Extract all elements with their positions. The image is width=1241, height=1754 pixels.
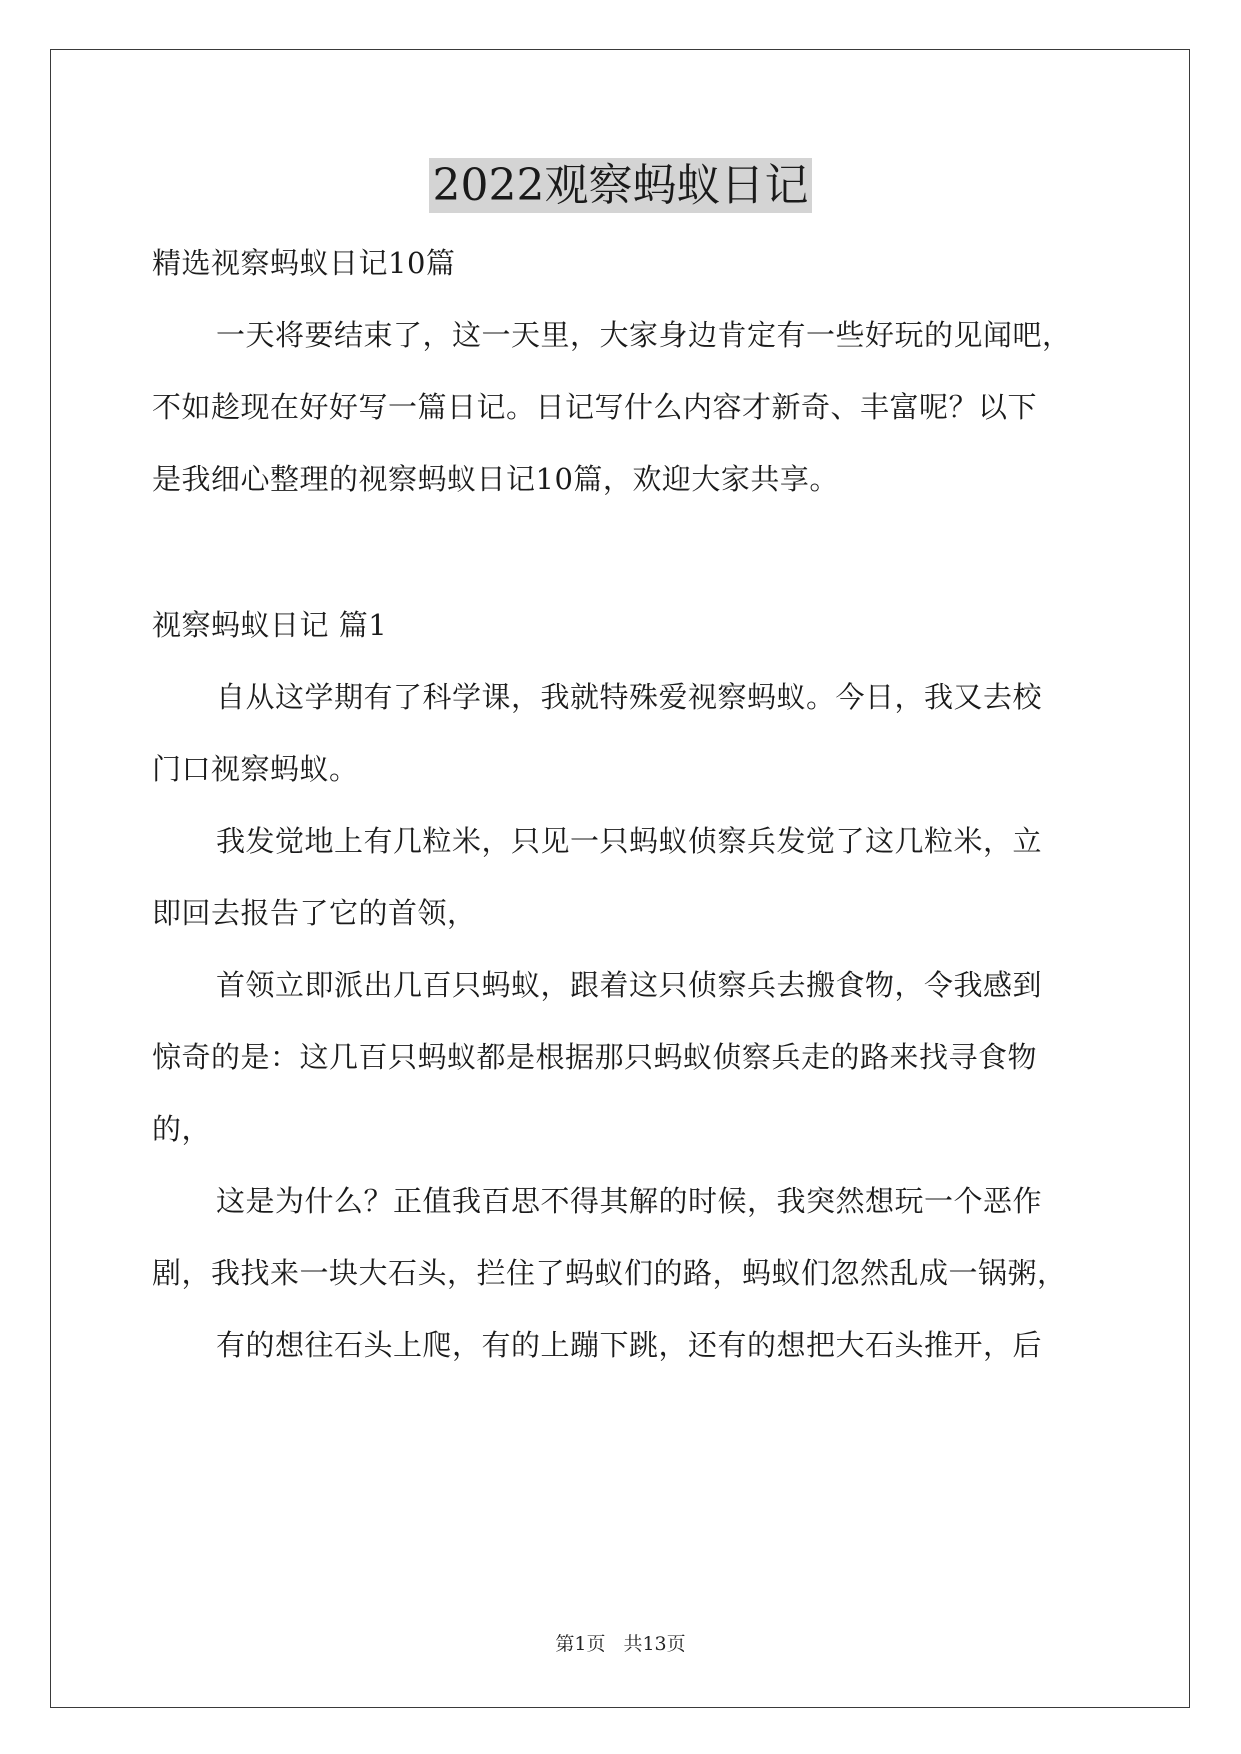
body-line: 自从这学期有了科学课，我就特殊爱视察蚂蚁。今日，我又去校 [216, 680, 1043, 714]
page-border [50, 49, 1190, 1708]
body-line: 惊奇的是：这几百只蚂蚁都是根据那只蚂蚁侦察兵走的路来找寻食物 [152, 1040, 1038, 1074]
body-line: 剧，我找来一块大石头，拦住了蚂蚁们的路，蚂蚁们忽然乱成一锅粥， [152, 1256, 1067, 1290]
body-line: 我发觉地上有几粒米，只见一只蚂蚁侦察兵发觉了这几粒米，立 [216, 824, 1043, 858]
body-line: 有的想往石头上爬，有的上蹦下跳，还有的想把大石头推开，后 [216, 1328, 1043, 1362]
body-line: 的， [152, 1112, 212, 1146]
page-total: 共13页 [623, 1633, 686, 1655]
intro-line: 是我细心整理的视察蚂蚁日记10篇，欢迎大家共享。 [152, 462, 839, 496]
document-subtitle: 精选视察蚂蚁日记10篇 [152, 246, 456, 280]
section-heading: 视察蚂蚁日记 篇1 [152, 608, 388, 642]
body-line: 即回去报告了它的首领， [152, 896, 477, 930]
intro-line: 不如趁现在好好写一篇日记。日记写什么内容才新奇、丰富呢？以下 [152, 390, 1038, 424]
body-line: 门口视察蚂蚁。 [152, 752, 359, 786]
page-number: 第1页 [555, 1633, 606, 1655]
body-line: 首领立即派出几百只蚂蚁，跟着这只侦察兵去搬食物，令我感到 [216, 968, 1043, 1002]
document-title-text: 2022观察蚂蚁日记 [429, 158, 813, 213]
intro-line: 一天将要结束了，这一天里，大家身边肯定有一些好玩的见闻吧， [216, 318, 1072, 352]
document-title [0, 155, 1241, 217]
body-line: 这是为什么？正值我百思不得其解的时候，我突然想玩一个恶作 [216, 1184, 1043, 1218]
page-footer [0, 1632, 1241, 1656]
